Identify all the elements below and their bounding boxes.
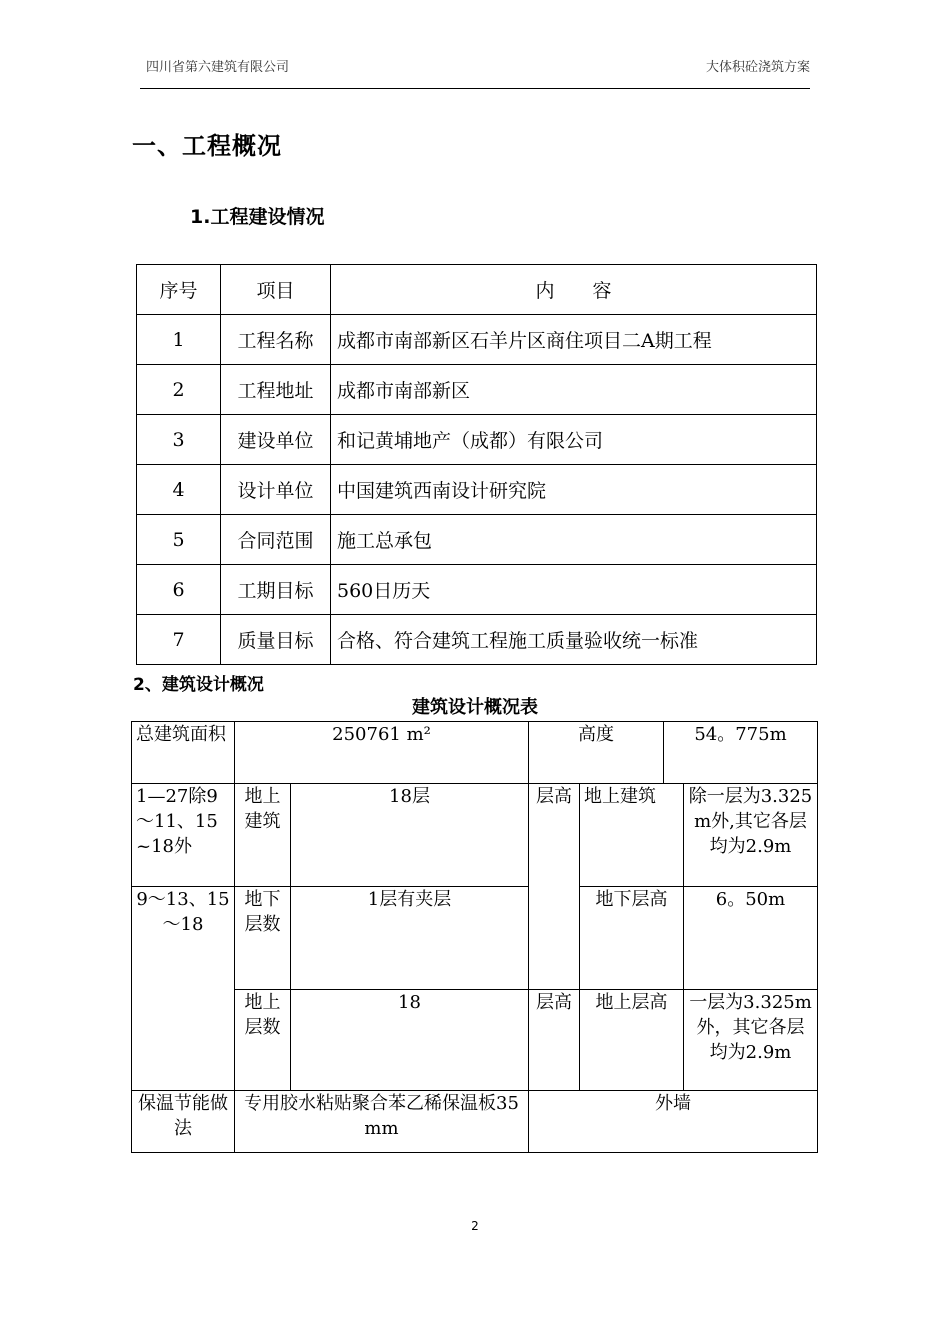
row-index: 4 [137, 465, 221, 515]
aboveground-height-label: 地上层高 [580, 990, 684, 1091]
aboveground-height-label: 地上建筑 [580, 784, 684, 887]
underground-height-label: 地下层高 [580, 887, 684, 990]
header-company: 四川省第六建筑有限公司 [146, 60, 290, 75]
table-row [132, 784, 818, 887]
table-row [132, 1091, 818, 1153]
section2-title: 2、建筑设计概况 [133, 675, 264, 695]
table-row [137, 515, 817, 565]
design-overview-table [131, 721, 818, 1153]
total-area-value: 250761 m² [235, 722, 529, 784]
floor-height-label: 层高 [529, 784, 580, 990]
aboveground-floor-count: 18 [291, 990, 529, 1091]
aboveground-floor-count-label: 地上层数 [235, 990, 291, 1091]
floor-height-label: 层高 [529, 990, 580, 1091]
header-divider [140, 88, 810, 89]
table-row [137, 615, 817, 665]
row-index: 6 [137, 565, 221, 615]
row-content: 成都市南部新区石羊片区商住项目二A期工程 [331, 315, 817, 365]
row-index: 2 [137, 365, 221, 415]
row-index: 5 [137, 515, 221, 565]
table-row [132, 887, 818, 990]
table-row [137, 415, 817, 465]
table-caption: 建筑设计概况表 [412, 697, 538, 718]
table-header-row [137, 265, 817, 315]
row-content: 和记黄埔地产（成都）有限公司 [331, 415, 817, 465]
row-item: 建设单位 [221, 415, 331, 465]
building-range: 1—27除9～11、15~18外 [132, 784, 235, 887]
project-info-table [136, 264, 817, 665]
section-title: 一、工程概况 [132, 132, 282, 160]
page-number: 2 [471, 1219, 479, 1233]
header-cell: 序号 [137, 265, 221, 315]
header-cell: 内 容 [331, 265, 817, 315]
aboveground-height-value: 除一层为3.325m外,其它各层均为2.9m [684, 784, 818, 887]
row-item: 合同范围 [221, 515, 331, 565]
header-cell: 项目 [221, 265, 331, 315]
subsection-title: 1.工程建设情况 [190, 206, 325, 228]
total-area-label: 总建筑面积 [132, 722, 235, 784]
row-content: 成都市南部新区 [331, 365, 817, 415]
row-content: 中国建筑西南设计研究院 [331, 465, 817, 515]
row-index: 1 [137, 315, 221, 365]
table-row [137, 565, 817, 615]
header-doc-title: 大体积砼浇筑方案 [705, 60, 810, 75]
underground-height-value: 6。50m [684, 887, 818, 990]
row-item: 工程名称 [221, 315, 331, 365]
row-content: 施工总承包 [331, 515, 817, 565]
table-row [137, 465, 817, 515]
insulation-label: 保温节能做法 [132, 1091, 235, 1153]
insulation-location: 外墙 [529, 1091, 818, 1153]
row-index: 7 [137, 615, 221, 665]
row-item: 工程地址 [221, 365, 331, 415]
underground-label: 地下层数 [235, 887, 291, 990]
aboveground-label: 地上建筑 [235, 784, 291, 887]
row-item: 设计单位 [221, 465, 331, 515]
underground-floors: 1层有夹层 [291, 887, 529, 990]
table-row [132, 990, 818, 1091]
aboveground-floors: 18层 [291, 784, 529, 887]
row-item: 工期目标 [221, 565, 331, 615]
insulation-method: 专用胶水粘贴聚合苯乙稀保温板35mm [235, 1091, 529, 1153]
table-row [132, 722, 818, 784]
height-label: 高度 [529, 722, 664, 784]
table-row [137, 315, 817, 365]
row-index: 3 [137, 415, 221, 465]
building-range: 9～13、15～18 [132, 887, 235, 1091]
row-item: 质量目标 [221, 615, 331, 665]
height-value: 54。775m [664, 722, 818, 784]
row-content: 合格、符合建筑工程施工质量验收统一标准 [331, 615, 817, 665]
aboveground-height-value: 一层为3.325m外，其它各层均为2.9m [684, 990, 818, 1091]
row-content: 560日历天 [331, 565, 817, 615]
table-row [137, 365, 817, 415]
